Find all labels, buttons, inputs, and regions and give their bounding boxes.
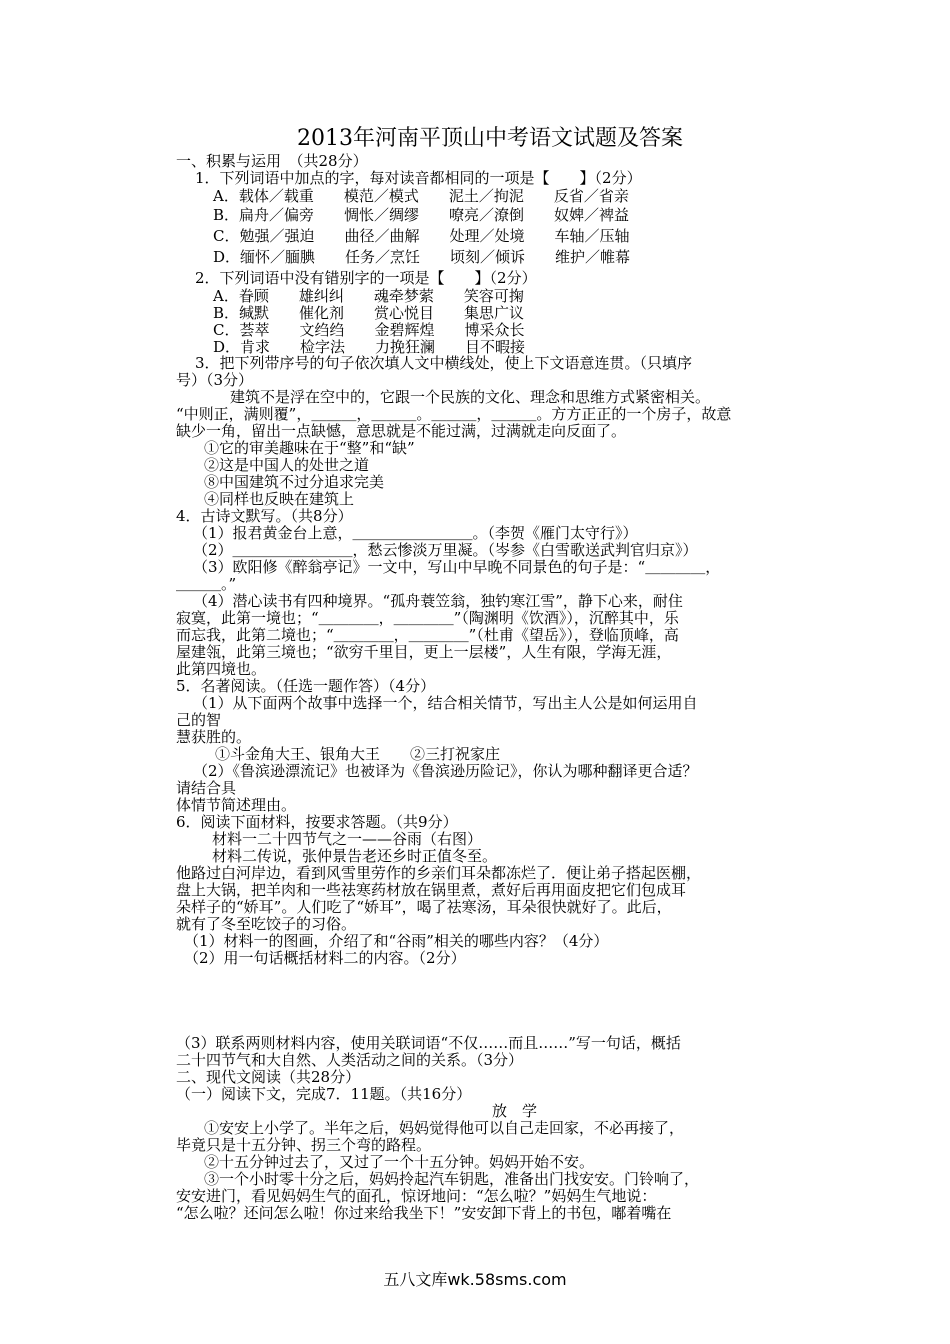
text-line: 缺少一角，留出一点缺憾，意思就是不能过满，过满就走向反面了。 — [176, 422, 627, 440]
text-line: 4．古诗文默写。（共8分） — [176, 507, 353, 525]
text-line: 一、积累与运用 （共28分） — [176, 152, 368, 170]
text-line: 2．下列词语中没有错别字的一项是【 】（2分） — [195, 269, 537, 287]
text-line: 安安进门，看见妈妈生气的面孔，惊讶地问：“怎么啦？”妈妈生气地说： — [176, 1187, 657, 1205]
text-line: 6．阅读下面材料，按要求答题。（共9分） — [176, 813, 458, 831]
text-line: （2）＿＿＿＿＿＿＿＿，愁云惨淡万里凝。（岑参《白雪歌送武判官归京》） — [193, 541, 698, 559]
text-line: ＿＿＿。” — [176, 575, 237, 593]
text-line: 3．把下列带序号的句子依次填人文中横线处，使上下文语意连贯。（只填序 — [195, 354, 693, 372]
text-line: D．肯求 检字法 力挽狂澜 目不暇接 — [213, 338, 526, 356]
text-line: B．缄默 催化剂 赏心悦目 集思广议 — [213, 304, 525, 322]
text-line: 二十四节气和大自然、人类活动之间的关系。（3分） — [176, 1051, 524, 1069]
text-line: （4）潜心读书有四种境界。“孤舟蓑笠翁，独钓寒江雪”，静下心来，耐住 — [193, 592, 683, 610]
text-line: 1．下列词语中加点的字，每对读音都相同的一项是【 】（2分） — [195, 169, 642, 187]
text-line: ①安安上小学了。半年之后，妈妈觉得他可以自己走回家，不必再接了， — [204, 1119, 685, 1137]
footer-watermark: 五八文库wk.58sms.com — [383, 1270, 567, 1289]
text-line: （2）《鲁滨逊漂流记》也被译为《鲁滨逊历险记》，你认为哪种翻译更合适？ — [193, 762, 698, 780]
page-title: 2013年河南平顶山中考语文试题及答案 — [297, 126, 683, 151]
text-line: （2）用一句话概括材料二的内容。（2分） — [184, 949, 466, 967]
text-line: B．扁舟／偏旁 惆怅／绸缪 嘹亮／潦倒 奴婢／裨益 — [213, 206, 630, 224]
text-line: A．载体／载重 模范／模式 泥土／拘泥 反省／省亲 — [213, 187, 629, 205]
text-line: ①斗金角大王、银角大王 ②三打祝家庄 — [215, 745, 501, 763]
text-line: （1）报君黄金台上意，＿＿＿＿＿＿＿＿。（李贺《雁门太守行》） — [193, 524, 638, 542]
text-line: 材料二传说，张仲景告老还乡时正值冬至。 — [212, 847, 498, 865]
text-line: ④同样也反映在建筑上 — [204, 490, 355, 508]
text-line: 己的智 — [176, 711, 222, 729]
text-line: ①它的审美趣味在于“整”和“缺” — [204, 439, 415, 457]
text-line: “怎么啦？还问怎么啦！你过来给我坐下！”安安卸下背上的书包，嘟着嘴在 — [176, 1204, 672, 1222]
text-line: 屋建瓴，此第三境也；“欲穷千里目，更上一层楼”，人生有限，学海无涯， — [176, 643, 672, 661]
text-line: 二、现代文阅读（共28分） — [176, 1068, 361, 1086]
text-line: 而忘我，此第二境也；“＿＿＿＿，＿＿＿＿”（杜甫《望岳》），登临顶峰，高 — [176, 626, 679, 644]
text-line: A．眷顾 雄纠纠 魂牵梦萦 笑容可掬 — [213, 287, 524, 305]
text-line: 毕竟只是十五分钟、拐三个弯的路程。 — [176, 1136, 432, 1154]
text-line: 他路过白河岸边，看到风雪里劳作的乡亲们耳朵都冻烂了．便让弟子搭起医棚， — [176, 864, 702, 882]
text-line: （1）从下面两个故事中选择一个，结合相关情节，写出主人公是如何运用自 — [193, 694, 698, 712]
text-line: C．荟萃 文绉绉 金碧辉煌 博采众长 — [213, 321, 525, 339]
text-line: 放 学 — [492, 1102, 538, 1120]
text-line: 就有了冬至吃饺子的习俗。 — [176, 915, 357, 933]
text-line: “中则正，满则覆”，＿＿＿，＿＿＿。＿＿＿，＿＿＿。方方正正的一个房子，故意 — [176, 405, 732, 423]
text-line: 盘上大锅，把羊肉和一些祛寒药材放在锅里煮，煮好后再用面皮把它们包成耳 — [176, 881, 687, 899]
text-line: ③一个小时零十分之后，妈妈拎起汽车钥匙，准备出门找安安。门铃响了， — [204, 1170, 700, 1188]
text-line: 请结合具 — [176, 779, 237, 797]
text-line: ②十五分钟过去了，又过了一个十五分钟。妈妈开始不安。 — [204, 1153, 595, 1171]
text-line: C．勉强／强迫 曲径／曲解 处理／处境 车轴／压轴 — [213, 227, 630, 245]
text-line: D．缅怀／腼腆 任务／烹饪 顷刻／倾诉 维护／帷幕 — [213, 248, 631, 266]
text-line: 寂寞，此第一境也；“＿＿＿＿，＿＿＿＿”（陶渊明《饮酒》），沉醉其中，乐 — [176, 609, 679, 627]
text-line: 朵样子的“娇耳”。人们吃了“娇耳”，喝了祛寒汤，耳朵很快就好了。此后， — [176, 898, 672, 916]
text-line: （3）联系两则材料内容，使用关联词语“不仅……而且……”写一句话，概括 — [176, 1034, 681, 1052]
text-line: （3）欧阳修《醉翁亭记》一文中，写山中早晚不同景色的句子是：“＿＿＿＿， — [193, 558, 721, 576]
text-line: 5．名著阅读。（任选一题作答）（4分） — [176, 677, 436, 695]
text-line: 材料一二十四节气之一——谷雨（右图） — [212, 830, 483, 848]
text-line: 体情节简述理由。 — [176, 796, 297, 814]
text-line: 建筑不是浮在空中的，它跟一个民族的文化、理念和思维方式紧密相关。 — [230, 388, 711, 406]
text-line: （1）材料一的图画，介绍了和“谷雨”相关的哪些内容？（4分） — [184, 932, 609, 950]
text-line: ⑧中国建筑不过分追求完美 — [204, 473, 385, 491]
text-line: 慧获胜的。 — [176, 728, 252, 746]
text-line: 此第四境也。 — [176, 660, 267, 678]
text-line: （一）阅读下文，完成7．11题。（共16分） — [176, 1085, 472, 1103]
text-line: ②这是中国人的处世之道 — [204, 456, 370, 474]
text-line: 号）（3分） — [176, 371, 254, 389]
